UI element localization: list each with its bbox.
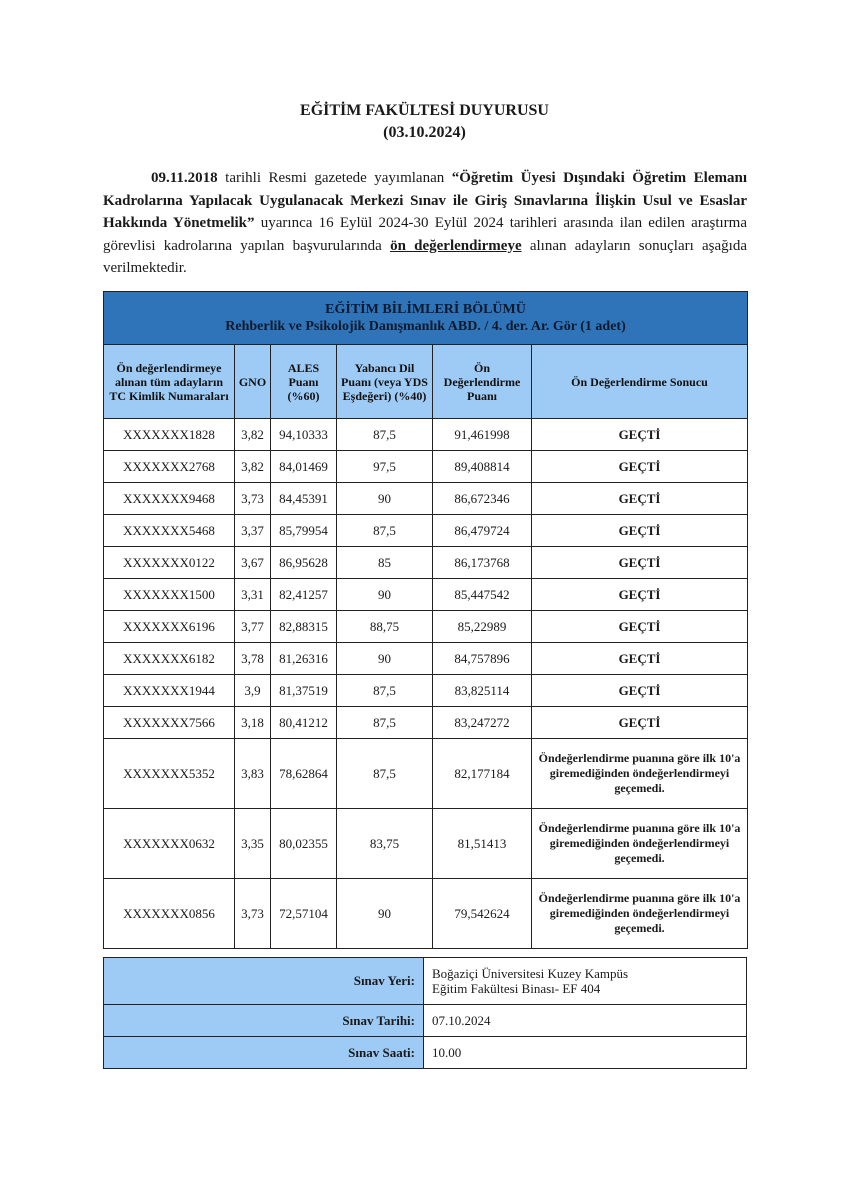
ales-score: 82,41257 <box>271 579 337 611</box>
ales-score: 94,10333 <box>271 419 337 451</box>
exam-time-row <box>104 1037 747 1069</box>
ales-score: 80,02355 <box>271 809 337 879</box>
candidate-id: XXXXXXX6196 <box>104 611 235 643</box>
candidate-id: XXXXXXX0632 <box>104 809 235 879</box>
table-row <box>104 451 748 483</box>
gno-value: 3,67 <box>235 547 271 579</box>
intro-text-1: tarihli Resmi gazetede yayımlanan <box>217 170 452 186</box>
exam-place-line-2: Eğitim Fakültesi Binası- EF 404 <box>432 981 601 996</box>
evaluation-score: 79,542624 <box>433 879 532 949</box>
exam-place-line-1: Boğaziçi Üniversitesi Kuzey Kampüs <box>432 966 629 981</box>
ales-score: 78,62864 <box>271 739 337 809</box>
intro-regulation-name: “Öğretim Üyesi Dışındaki Öğretim Elemanı Kadrolarına Yapılacak Uygulanacak Merkezi Sınav ile Giriş Sınavlarına İlişkin Usul ve Esaslar Hakkında Yönetmelik” <box>103 170 747 231</box>
evaluation-score: 85,22989 <box>433 611 532 643</box>
ales-score: 80,41212 <box>271 707 337 739</box>
evaluation-result: GEÇTİ <box>532 515 748 547</box>
foreign-language-score: 90 <box>337 643 433 675</box>
exam-info-table <box>103 957 747 1069</box>
evaluation-result: GEÇTİ <box>532 547 748 579</box>
foreign-language-score: 83,75 <box>337 809 433 879</box>
ales-score: 84,01469 <box>271 451 337 483</box>
evaluation-result: GEÇTİ <box>532 643 748 675</box>
evaluation-score: 85,447542 <box>433 579 532 611</box>
ales-score: 81,37519 <box>271 675 337 707</box>
col-header-score: Ön Değerlendirme Puanı <box>433 345 532 419</box>
gno-value: 3,77 <box>235 611 271 643</box>
evaluation-score: 83,825114 <box>433 675 532 707</box>
foreign-language-score: 90 <box>337 879 433 949</box>
candidate-id: XXXXXXX1500 <box>104 579 235 611</box>
ales-score: 72,57104 <box>271 879 337 949</box>
evaluation-result: GEÇTİ <box>532 579 748 611</box>
foreign-language-score: 85 <box>337 547 433 579</box>
gno-value: 3,82 <box>235 419 271 451</box>
announcement-date: (03.10.2024) <box>383 124 466 141</box>
gno-value: 3,73 <box>235 483 271 515</box>
table-row <box>104 579 748 611</box>
candidate-id: XXXXXXX1828 <box>104 419 235 451</box>
foreign-language-score: 87,5 <box>337 707 433 739</box>
table-row <box>104 547 748 579</box>
evaluation-score: 84,757896 <box>433 643 532 675</box>
exam-time-value: 10.00 <box>424 1037 747 1069</box>
table-row <box>104 419 748 451</box>
foreign-language-score: 87,5 <box>337 675 433 707</box>
foreign-language-score: 88,75 <box>337 611 433 643</box>
evaluation-score: 81,51413 <box>433 809 532 879</box>
candidate-id: XXXXXXX5352 <box>104 739 235 809</box>
evaluation-score: 83,247272 <box>433 707 532 739</box>
announcement-title: EĞİTİM FAKÜLTESİ DUYURUSU <box>300 102 549 119</box>
gno-value: 3,37 <box>235 515 271 547</box>
evaluation-score: 86,479724 <box>433 515 532 547</box>
ales-score: 85,79954 <box>271 515 337 547</box>
exam-date-value: 07.10.2024 <box>424 1005 747 1037</box>
evaluation-result: Öndeğerlendirme puanına göre ilk 10'a giremediğinden öndeğerlendirmeyi geçemedi. <box>532 739 748 809</box>
evaluation-score: 89,408814 <box>433 451 532 483</box>
gno-value: 3,78 <box>235 643 271 675</box>
gno-value: 3,9 <box>235 675 271 707</box>
intro-emphasis: ön değerlendirmeye <box>390 237 522 254</box>
gno-value: 3,82 <box>235 451 271 483</box>
gno-value: 3,35 <box>235 809 271 879</box>
evaluation-score: 86,173768 <box>433 547 532 579</box>
evaluation-score: 86,672346 <box>433 483 532 515</box>
exam-place-value <box>424 958 747 1005</box>
table-row <box>104 675 748 707</box>
ales-score: 86,95628 <box>271 547 337 579</box>
table-row <box>104 879 748 949</box>
table-row <box>104 739 748 809</box>
table-row <box>104 515 748 547</box>
candidate-id: XXXXXXX0122 <box>104 547 235 579</box>
candidate-id: XXXXXXX1944 <box>104 675 235 707</box>
exam-date-row <box>104 1005 747 1037</box>
exam-time-label: Sınav Saati: <box>104 1037 424 1069</box>
evaluation-result: GEÇTİ <box>532 675 748 707</box>
foreign-language-score: 90 <box>337 579 433 611</box>
exam-place-label: Sınav Yeri: <box>104 958 424 1005</box>
col-header-tc: Ön değerlendirmeye alınan tüm adayların TC Kimlik Numaraları <box>104 345 235 419</box>
candidate-id: XXXXXXX7566 <box>104 707 235 739</box>
results-table <box>103 291 748 949</box>
evaluation-result: GEÇTİ <box>532 611 748 643</box>
evaluation-result: Öndeğerlendirme puanına göre ilk 10'a giremediğinden öndeğerlendirmeyi geçemedi. <box>532 879 748 949</box>
evaluation-result: GEÇTİ <box>532 707 748 739</box>
intro-text-3: alınan adayların sonuçları aşağıda verilmektedir. <box>103 237 747 276</box>
exam-place-row <box>104 958 747 1005</box>
foreign-language-score: 87,5 <box>337 515 433 547</box>
candidate-id: XXXXXXX9468 <box>104 483 235 515</box>
ales-score: 84,45391 <box>271 483 337 515</box>
table-title-band <box>104 292 748 345</box>
foreign-language-score: 90 <box>337 483 433 515</box>
intro-paragraph <box>103 167 747 280</box>
intro-text-2: uyarınca 16 Eylül 2024-30 Eylül 2024 tarihleri arasında ilan edilen araştırma görevlisi kadrolarına yapılan başvurularında <box>103 215 747 254</box>
evaluation-result: Öndeğerlendirme puanına göre ilk 10'a giremediğinden öndeğerlendirmeyi geçemedi. <box>532 809 748 879</box>
gno-value: 3,73 <box>235 879 271 949</box>
foreign-language-score: 97,5 <box>337 451 433 483</box>
exam-date-label: Sınav Tarihi: <box>104 1005 424 1037</box>
intro-gazette-date: 09.11.2018 <box>151 170 218 186</box>
gno-value: 3,83 <box>235 739 271 809</box>
department-title: EĞİTİM BİLİMLERİ BÖLÜMÜ <box>325 302 526 317</box>
candidate-id: XXXXXXX6182 <box>104 643 235 675</box>
ales-score: 82,88315 <box>271 611 337 643</box>
col-header-ales: ALES Puanı (%60) <box>271 345 337 419</box>
table-row <box>104 483 748 515</box>
evaluation-score: 82,177184 <box>433 739 532 809</box>
table-row <box>104 707 748 739</box>
col-header-foreign-language: Yabancı Dil Puanı (veya YDS Eşdeğeri) (%40) <box>337 345 433 419</box>
column-header-row <box>104 345 748 419</box>
evaluation-result: GEÇTİ <box>532 451 748 483</box>
ales-score: 81,26316 <box>271 643 337 675</box>
col-header-gno: GNO <box>235 345 271 419</box>
foreign-language-score: 87,5 <box>337 739 433 809</box>
gno-value: 3,18 <box>235 707 271 739</box>
candidate-id: XXXXXXX2768 <box>104 451 235 483</box>
position-title: Rehberlik ve Psikolojik Danışmanlık ABD. / 4. der. Ar. Gör (1 adet) <box>225 319 626 334</box>
col-header-result: Ön Değerlendirme Sonucu <box>532 345 748 419</box>
evaluation-result: GEÇTİ <box>532 419 748 451</box>
table-row <box>104 611 748 643</box>
gno-value: 3,31 <box>235 579 271 611</box>
evaluation-result: GEÇTİ <box>532 483 748 515</box>
foreign-language-score: 87,5 <box>337 419 433 451</box>
evaluation-score: 91,461998 <box>433 419 532 451</box>
table-row <box>104 809 748 879</box>
candidate-id: XXXXXXX0856 <box>104 879 235 949</box>
table-row <box>104 643 748 675</box>
candidate-id: XXXXXXX5468 <box>104 515 235 547</box>
